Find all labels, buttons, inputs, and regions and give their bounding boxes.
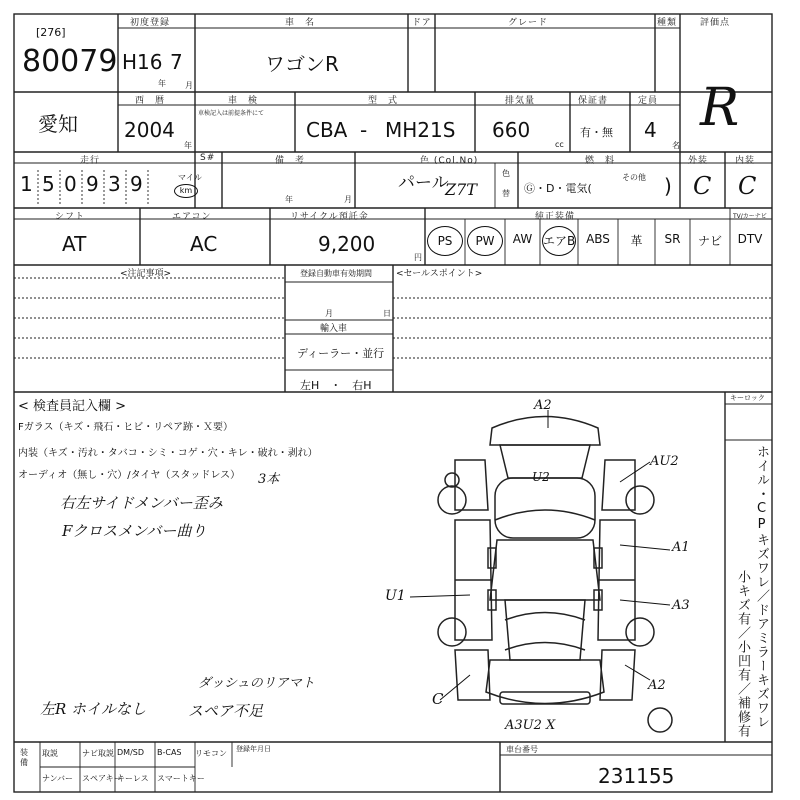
first-reg-year: H16 [122, 50, 163, 74]
footer-item: ナビ取説 [82, 749, 114, 758]
equipment-row [425, 222, 770, 264]
tire-note: 3本 [258, 472, 280, 487]
stock-label: [276] [36, 26, 66, 39]
registration-date-header: 登録年月日 [236, 745, 271, 753]
interior-header: 内装 [735, 156, 756, 166]
handwritten-note-2: Fクロスメンバー曲り [62, 522, 207, 540]
footer-item: キーレス [117, 774, 149, 783]
mileage-digit: 5 [42, 172, 55, 196]
inspector-line-1: Fガラス（キズ・飛石・ヒビ・リペア跡・Ｘ要） [18, 422, 234, 433]
color-header: 色 (Col.No) [420, 156, 479, 166]
footer-item: スペアキー [82, 774, 122, 783]
door-header: ドア [412, 18, 432, 28]
fuel-other: その他 [622, 173, 646, 182]
warranty-header: 保証書 [578, 96, 609, 106]
shift-header: シフト [55, 212, 86, 222]
year-mark: 年 [158, 79, 166, 88]
western-year: 2004 [124, 118, 175, 142]
car-diagram [438, 417, 672, 733]
damage-legend-1: ホイル・CPキズワレ／ドアミラーキズワレ [754, 445, 769, 729]
footer-item: リモコン [195, 749, 227, 758]
inspector-title: < 検査員記入欄 > [18, 399, 127, 414]
color-value: パール [398, 173, 449, 193]
registration-period-header: 登録自動車有効期間 [300, 269, 372, 278]
western-year-header: 西 暦 [135, 96, 166, 106]
model-code: MH21S [385, 118, 456, 142]
color-change-label-2: 替 [502, 189, 510, 198]
mileage-digit: 9 [130, 172, 143, 196]
cc-unit: cc [555, 140, 564, 149]
car-name-header: 車 名 [285, 18, 316, 28]
mileage-digits [18, 172, 168, 202]
shift-value: AT [62, 232, 87, 256]
displacement: 660 [492, 118, 531, 142]
footer-item: DM/SD [117, 748, 144, 757]
equipment-footer-header: 装備 [20, 748, 28, 767]
keylock-header: キーロック [730, 394, 765, 402]
lot-number: 80079 [22, 44, 118, 79]
warranty-value: 有・無 [580, 126, 613, 139]
sales-point-header: <セールスポイント> [396, 269, 483, 279]
equipment-extra-header: TV/カーナビ [733, 213, 767, 220]
fuel-options: Ⓖ・D・電気( [524, 182, 592, 195]
mark-u2: U2 [532, 470, 550, 484]
mileage-header: 走行 [80, 156, 101, 166]
model-prefix: CBA [306, 118, 348, 142]
exterior-header: 外装 [688, 156, 709, 166]
mileage-extra-header: S# [200, 153, 216, 163]
handwritten-note-5: ダッシュのリアマト [198, 676, 315, 691]
model-header: 型 式 [368, 96, 399, 106]
footer-item: 取説 [42, 749, 58, 758]
footer-items-bottom [40, 769, 205, 791]
mark-a2-bottom: A2 [648, 678, 666, 693]
recycle-header: リサイクル預託金 [290, 212, 369, 222]
model-dash: - [360, 118, 368, 142]
mileage-digit: 0 [64, 172, 77, 196]
remarks-header: 備 考 [275, 156, 306, 166]
grade-header: グレード [508, 18, 549, 28]
mark-a1: A1 [672, 540, 690, 555]
capacity-unit: 名 [672, 141, 680, 150]
displacement-header: 排気量 [505, 96, 536, 106]
region: 愛知 [38, 112, 78, 136]
equipment-item: PW [467, 226, 503, 256]
mark-a3: A3 [672, 598, 690, 613]
mark-rear: A3U2 X [505, 718, 556, 733]
chassis-header: 車台番号 [506, 745, 538, 754]
month-mark: 月 [185, 81, 193, 90]
damage-legend-2: 小キズ有／小凹有／補修有 [735, 570, 750, 738]
equipment-item: ナビ [697, 234, 722, 248]
notes-header: <注記事項> [120, 269, 172, 279]
fuel-close: ) [664, 174, 672, 198]
mark-u1: U1 [385, 588, 406, 604]
color-change-label-1: 色 [502, 169, 510, 178]
ac-value: AC [190, 232, 218, 256]
reg-month-mark: 月 [325, 309, 333, 318]
remarks-year-mark: 年 [285, 195, 293, 204]
interior-grade: C [738, 172, 757, 200]
car-name: ワゴンR [265, 52, 339, 76]
mileage-digit: 9 [86, 172, 99, 196]
score-header: 評価点 [700, 18, 731, 28]
footer-items-top [40, 744, 240, 766]
inspector-line-3: オーディオ（無し・穴）/タイヤ（スタッドレス） [18, 470, 241, 481]
first-reg-header: 初度登録 [130, 18, 171, 28]
footer-item: B-CAS [157, 748, 182, 757]
mark-c: C [432, 690, 444, 708]
exterior-grade: C [693, 172, 712, 200]
mileage-digit: 3 [108, 172, 121, 196]
first-reg-month: 7 [170, 50, 183, 74]
equipment-header: 純正装備 [535, 212, 576, 222]
handle-side: 左H ・ 右H [300, 379, 372, 392]
fuel-header: 燃 料 [585, 156, 616, 166]
import-value: ディーラー・並行 [297, 347, 385, 360]
handwritten-note-3: 左R ホイルなし [40, 700, 147, 718]
equipment-item: PS [427, 226, 463, 256]
footer-item: ナンバー [42, 774, 74, 783]
equipment-item: エアB [542, 226, 576, 256]
equipment-item: 革 [630, 234, 643, 248]
mileage-unit: km [174, 184, 198, 198]
remarks-month-mark: 月 [344, 195, 352, 204]
color-code: Z7T [445, 180, 477, 199]
reg-day-mark: 日 [383, 309, 391, 318]
score-value: R [700, 78, 740, 138]
ac-header: エアコン [172, 212, 212, 222]
equipment-item: SR [664, 232, 681, 246]
mileage-digit: 1 [20, 172, 33, 196]
yen-unit: 円 [414, 253, 422, 262]
equipment-item: AW [512, 232, 533, 246]
capacity-header: 定員 [638, 96, 659, 106]
diagram-annotation-lines [410, 410, 670, 700]
import-header: 輸入車 [320, 324, 348, 334]
recycle-fee: 9,200 [318, 232, 376, 256]
grade-mark-header: 種類 [657, 18, 678, 28]
inspection-header: 車 検 [228, 96, 259, 106]
capacity: 4 [644, 118, 657, 142]
handwritten-note-1: 右左サイドメンバー歪み [60, 494, 223, 512]
inspection-note: 車検記入は前提条件にて [198, 110, 265, 117]
handwritten-note-4: スペア不足 [188, 702, 264, 720]
chassis-number: 231155 [598, 764, 675, 788]
inspector-line-2: 内装（キズ・汚れ・タバコ・シミ・コゲ・穴・キレ・破れ・剥れ） [18, 448, 318, 459]
mileage-unit-top: マイル [178, 173, 202, 182]
year-unit: 年 [184, 141, 192, 150]
equipment-item: ABS [586, 232, 610, 246]
footer-item: スマートキー [157, 774, 205, 783]
mark-a2-top: A2 [534, 398, 552, 413]
equipment-item: DTV [737, 232, 763, 246]
mark-au2: AU2 [650, 454, 679, 469]
